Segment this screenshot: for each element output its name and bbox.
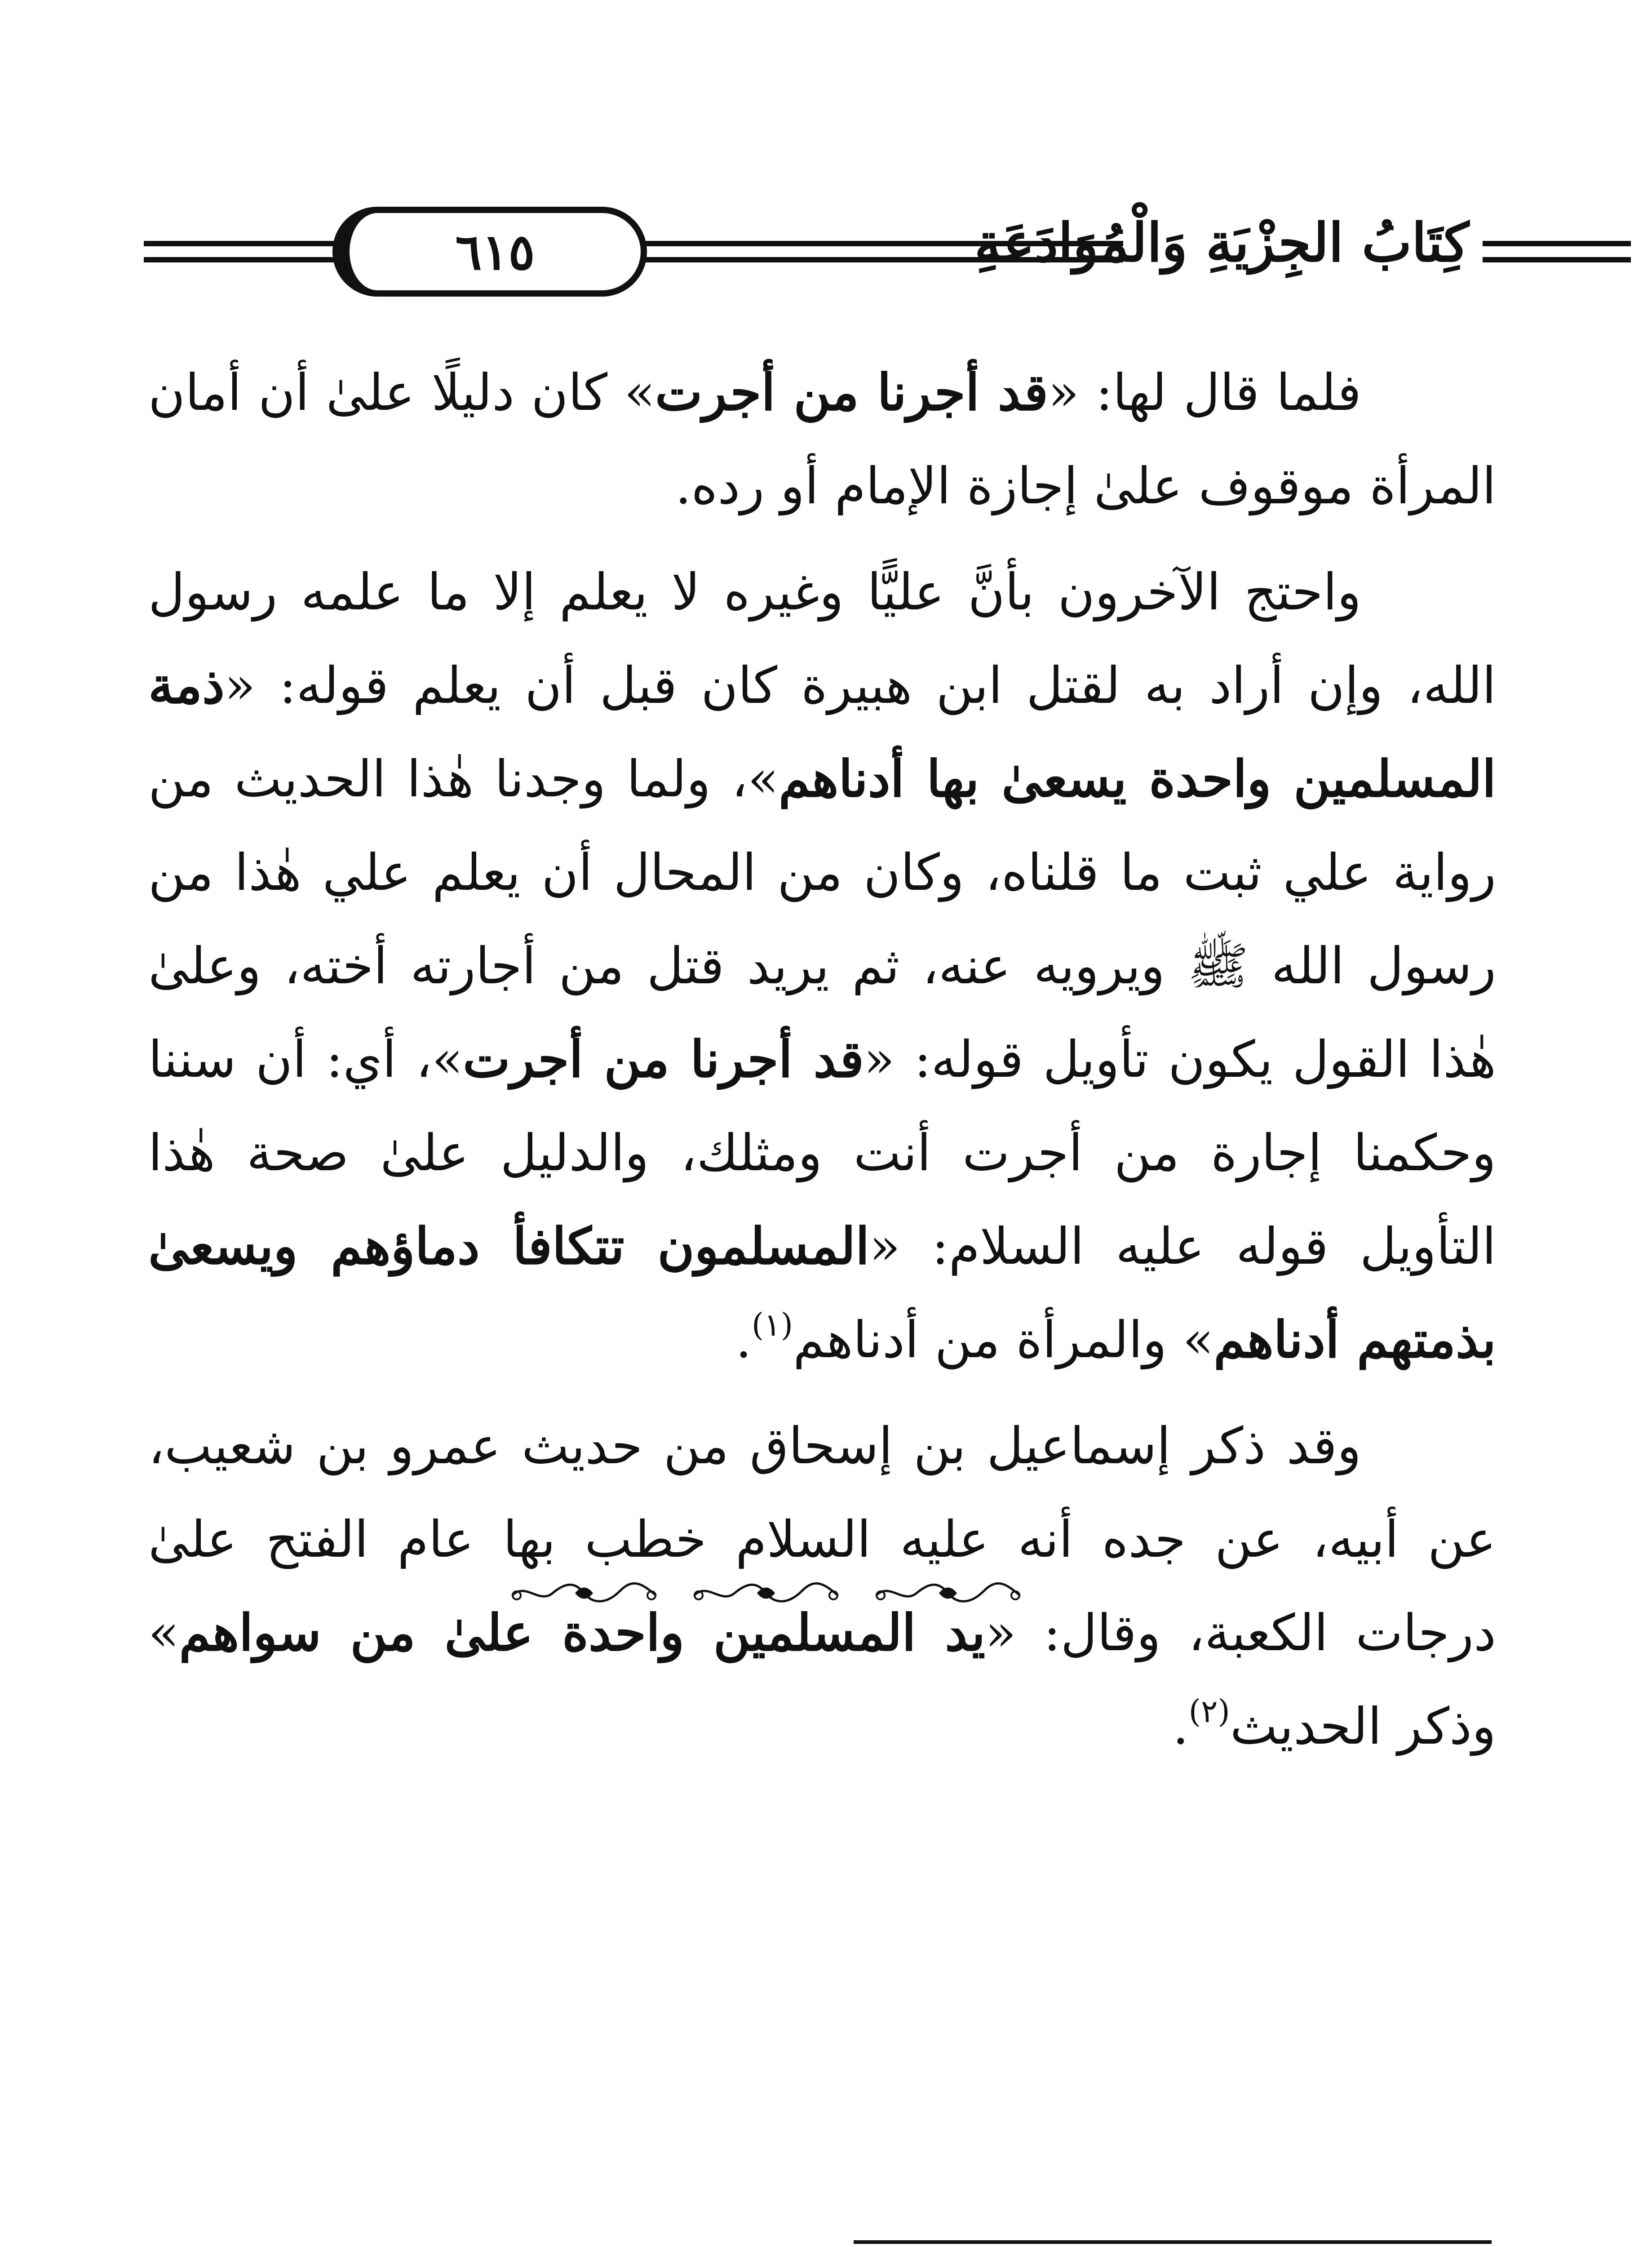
page-number: ٦١٥: [455, 222, 535, 281]
hadith-quote: ذمة المسلمين واحدة يسعىٰ بها أدناهم: [148, 656, 1496, 808]
paragraph: [148, 546, 1496, 1387]
paragraph: [148, 346, 1496, 533]
text-run: » كان دليلًا علىٰ أن أمان المرأة موقوف علىٰ إجازة الإمام أو رده.: [148, 364, 1496, 515]
page-header: [144, 198, 1501, 315]
hadith-quote: يد المسلمين واحدة علىٰ من سواهم: [179, 1603, 986, 1662]
text-run: فلما قال لها: «: [1048, 364, 1362, 422]
running-title: كِتَابُ الجِزْيَةِ وَالْمُوَادَعَةِ: [974, 211, 1469, 274]
text-run: وقد ذكر إسماعيل بن إسحاق من حديث عمرو بن شعيب، عن أبيه، عن جده أنه عليه السلام خطب بها عام الفتح علىٰ درجات الكعبة، وقال: «: [148, 1417, 1497, 1662]
hadith-quote: قد أجرنا من أجرت: [655, 363, 1049, 422]
page-number-frame: [332, 207, 647, 297]
header-rule-right: [1483, 239, 1631, 271]
text-run: .: [1173, 1697, 1189, 1756]
footnote-reference: (٢): [1188, 1692, 1230, 1730]
ornament-flourish-icon: [508, 1577, 660, 1609]
hadith-quote: قد أجرنا من أجرت: [463, 1030, 864, 1089]
text-run: .: [735, 1311, 752, 1369]
text-run: »، ولما وجدنا هٰذا الحديث من رواية علي ثبت ما قلناه، وكان من المحال أن يعلم علي هٰذا من رسول الله ﷺ ويرويه عنه، ثم يريد قتل من أجارته أخته، وعلىٰ هٰذا القول يكون تأويل قوله: «: [148, 750, 1497, 1089]
text-run: »، أي: أن سننا وحكمنا إجارة من أجرت أنت ومثلك، والدليل علىٰ صحة هٰذا التأويل قوله عليه السلام: «: [148, 1030, 1496, 1276]
hadith-quote: المسلمون تتكافأ دماؤهم ويسعىٰ بذمتهم أدناهم: [148, 1217, 1496, 1369]
ornament-flourish-icon: [690, 1577, 842, 1609]
main-text: [148, 346, 1496, 1786]
text-run: واحتج الآخرون بأنَّ عليًّا وغيره لا يعلم إلا ما علمه رسول الله، وإن أراد به لقتل ابن هبيرة كان قبل أن يعلم قوله: «: [148, 563, 1496, 715]
footnote-separator: [854, 2240, 1492, 2244]
text-run: » وذكر الحديث: [148, 1604, 1496, 1756]
footnote-reference: (١): [751, 1306, 793, 1343]
ornament-divider: [508, 1575, 1024, 1611]
text-run: » والمرأة من أدناهم: [793, 1311, 1214, 1369]
ornament-flourish-icon: [872, 1577, 1024, 1609]
